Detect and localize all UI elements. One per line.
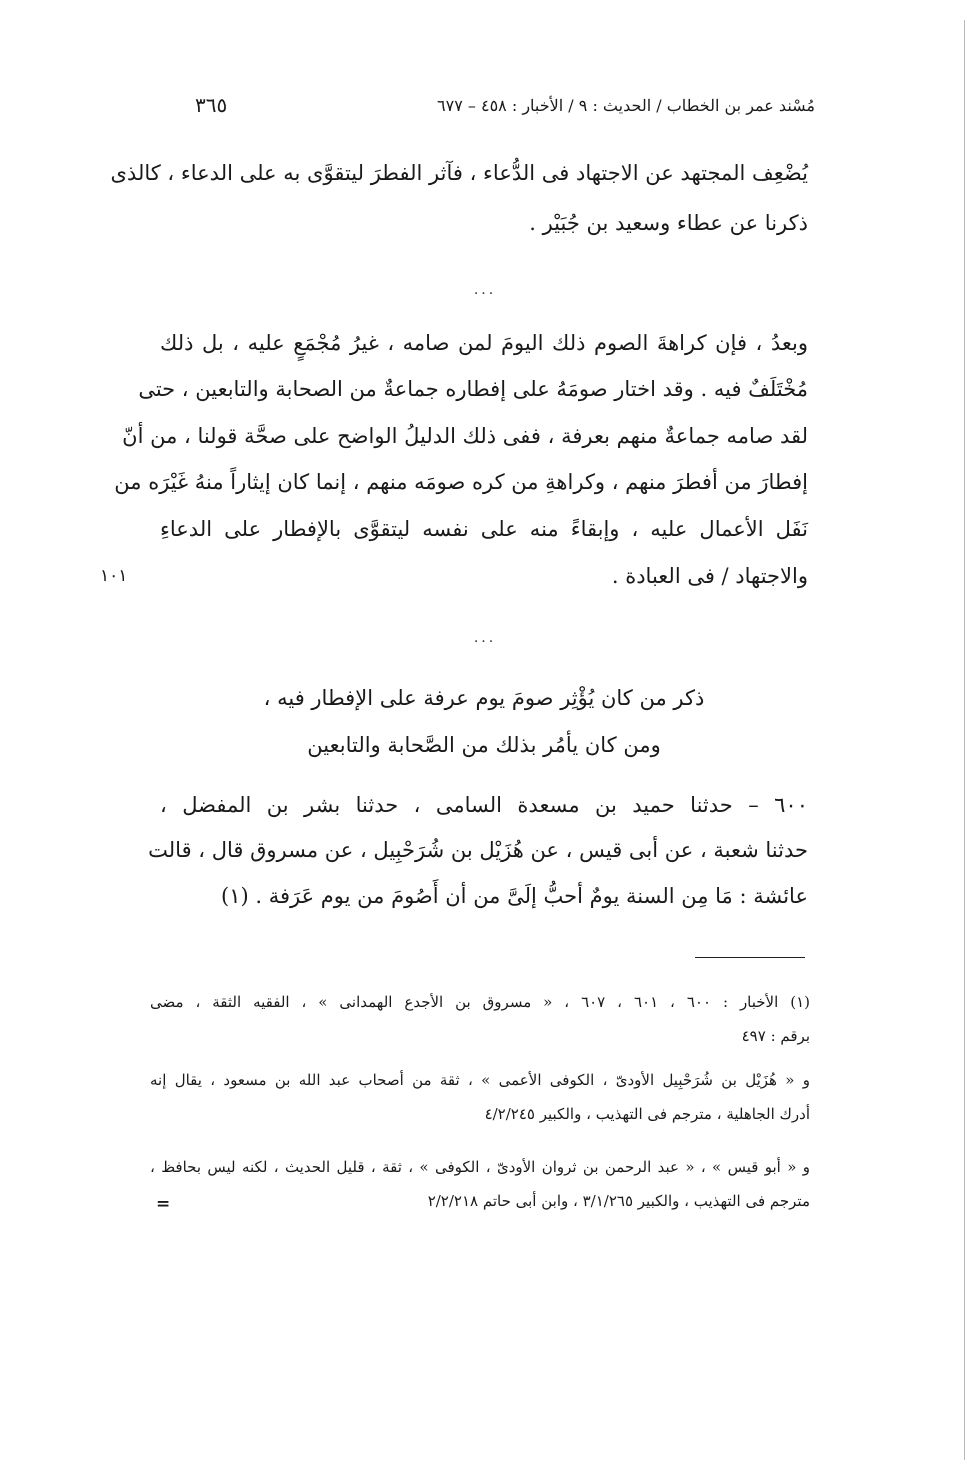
footnote-line: مترجم فى التهذيب ، والكبير ٣/١/٢٦٥ ، وابن أبى حاتم ٢/٢/٢١٨ (427, 1192, 810, 1210)
hadith-line: عائشة : مَا مِن السنة يومٌ أحبُّ إلَىَّ من أن أَصُومَ من يوم عَرَفة . (١) (221, 884, 808, 908)
paragraph-line: إفطارَ من أفطرَ منهم ، وكراهةِ من كره صومَه منهم ، إنما كان إيثاراً منهُ غَيْرَه من (114, 470, 808, 494)
footnote-line: برقم : ٤٩٧ (741, 1027, 810, 1045)
paragraph-line: نَفَل الأعمال عليه ، وإبقاءً منه على نفسه ليتقوَّى بالإفطار على الدعاءِ (160, 517, 808, 541)
separator-stars: ... (473, 630, 497, 646)
paragraph-line: ذكرنا عن عطاء وسعيد بن جُبَيْر . (529, 211, 808, 235)
footnote-rule (695, 957, 805, 958)
running-title: مُسْند عمر بن الخطاب / الحديث : ٩ / الأخبار : ٤٥٨ – ٦٧٧ (437, 95, 815, 115)
hadith-line: حدثنا شعبة ، عن أبى قيس ، عن هُزَيْل بن شُرَحْبِيل ، عن مسروق قال ، قالت (148, 838, 808, 862)
paragraph-line: لقد صامه جماعةٌ منهم بعرفة ، ففى ذلك الدليلُ الواضح على صحَّة قولنا ، من أنّ (122, 424, 808, 448)
footnote-line: و « هُزَيْل بن شُرَحْبِيل الأودىّ ، الكوفى الأعمى » ، ثقة من أصحاب عبد الله بن مسعود ، يقال إنه (150, 1071, 810, 1089)
margin-number: ١٠١ (100, 566, 128, 586)
footnote-line: و « أبو قيس » ، « عبد الرحمن بن ثروان الأودىّ ، الكوفى » ، ثقة ، قليل الحديث ، لكنه ليس بحافظ ، (150, 1158, 810, 1176)
hadith-line: ٦٠٠ – حدثنا حميد بن مسعدة السامى ، حدثنا بشر بن المفضل ، (160, 793, 808, 817)
footnote-line: أدرك الجاهلية ، مترجم فى التهذيب ، والكبير ٤/٢/٢٤٥ (484, 1105, 810, 1123)
paragraph-line: يُضْعِف المجتهد عن الاجتهاد فى الدُّعاء ، فآثر الفطرَ ليتقوَّى به على الدعاء ، كالذى (110, 161, 808, 185)
paragraph-line: والاجتهاد / فى العبادة . (611, 564, 808, 588)
footnote-line: (١) الأخبار : ٦٠٠ ، ٦٠١ ، ٦٠٧ ، « مسروق بن الأجدع الهمدانى » ، الفقيه الثقة ، مضى (150, 993, 810, 1011)
section-heading-line: ومن كان يأمُر بذلك من الصَّحابة والتابعين (307, 733, 661, 757)
separator-stars: ... (473, 282, 497, 298)
page-edge-line (964, 20, 965, 1460)
paragraph-line: وبعدُ ، فإن كراهةَ الصوم ذلك اليومَ لمن صامه ، غيرُ مُجْمَعٍ عليه ، بل ذلك (160, 331, 808, 355)
section-heading-line: ذكر من كان يُؤْثِر صومَ يوم عرفة على الإفطار فيه ، (263, 686, 705, 710)
page-number: ٣٦٥ (195, 93, 228, 117)
page-header (195, 88, 815, 122)
paragraph-line: مُخْتَلَفٌ فيه . وقد اختار صومَهُ على إفطاره جماعةٌ من الصحابة والتابعين ، حتى (138, 377, 808, 401)
continuation-mark: = (156, 1194, 171, 1214)
